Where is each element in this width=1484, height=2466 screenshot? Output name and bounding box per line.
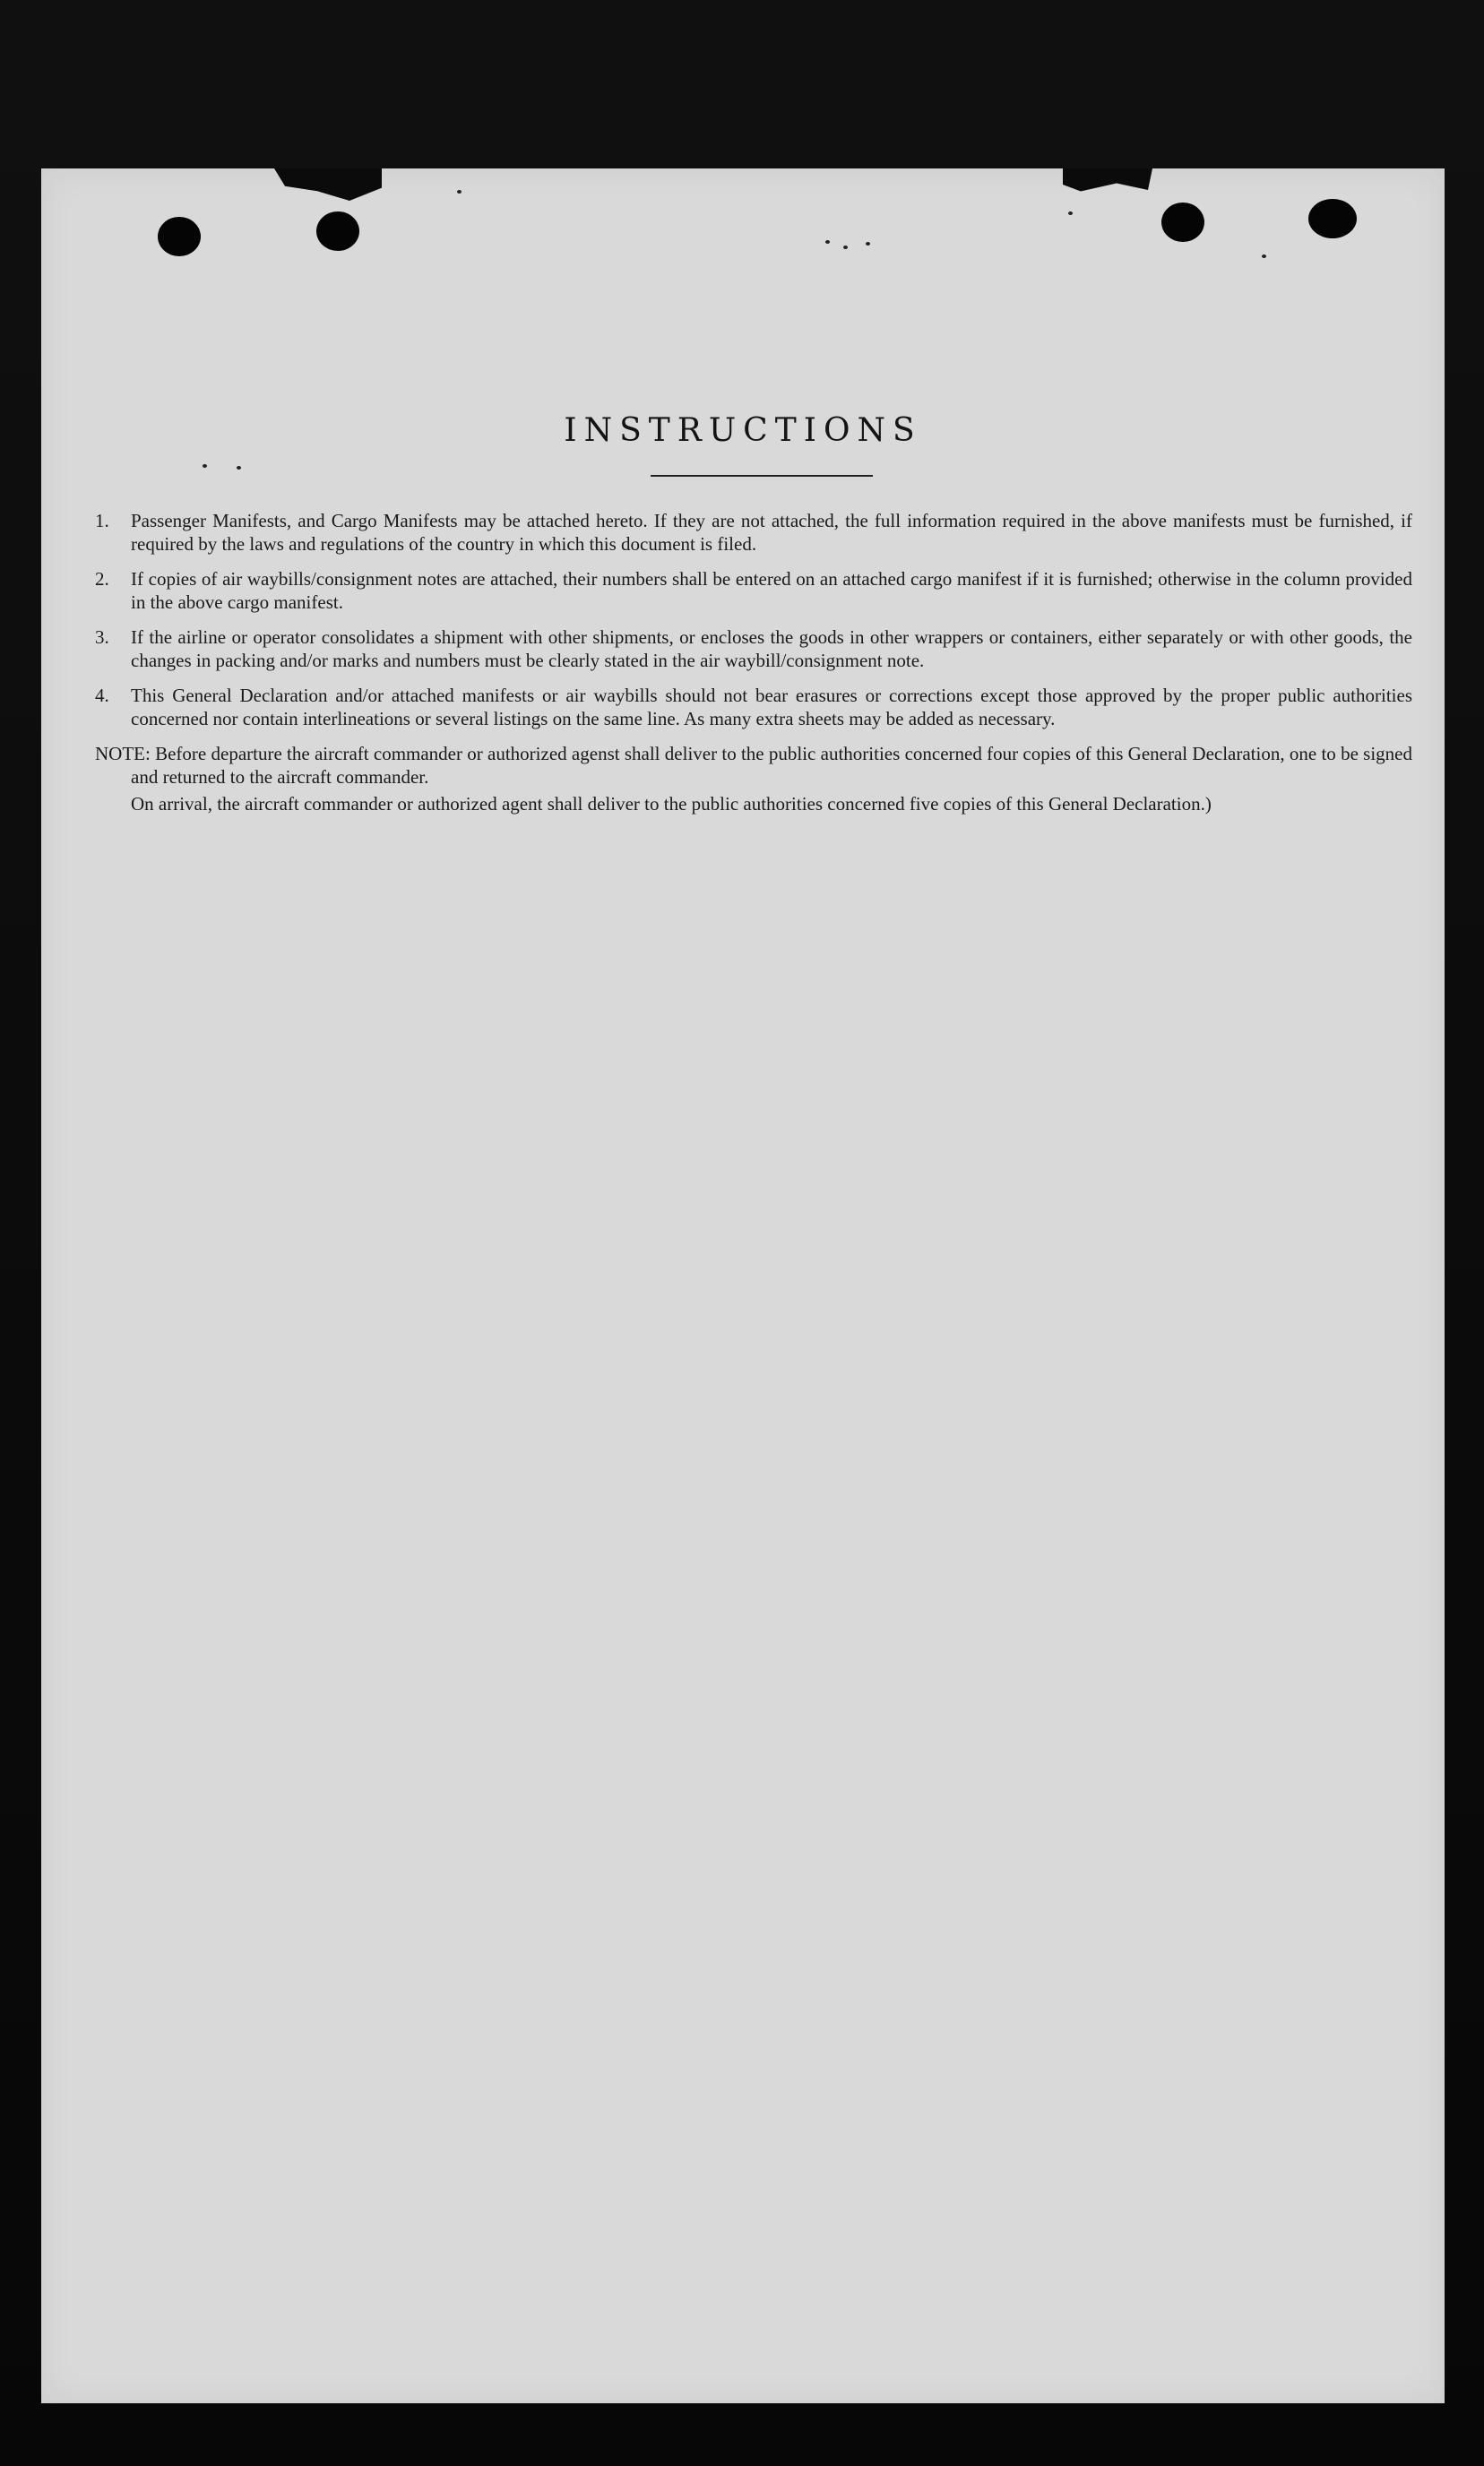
item-text: Passenger Manifests, and Cargo Manifests may be attached hereto. If they are not attached, the full information required in the above manifests must be furnished, if required by the laws and regulations of the country in which this document is filed. <box>131 510 1412 555</box>
speck <box>866 242 870 246</box>
item-text: This General Declaration and/or attached manifests or air waybills should not bear erasures or corrections except those approved by the proper public authorities concerned nor contain interlineations or several listings on the same line. As many extra sheets may be added as necessary. <box>131 685 1412 729</box>
speck <box>457 190 462 194</box>
punch-hole-4 <box>1308 199 1357 238</box>
speck <box>825 240 830 244</box>
speck <box>203 464 207 468</box>
item-number: 2. <box>95 568 109 590</box>
item-number: 3. <box>95 626 109 648</box>
item-text: If the airline or operator consolidates a shipment with other shipments, or encloses the goods in other wrappers or containers, either separately or with other goods, the changes in packing and/or marks and numbers must be clearly stated in the air waybill/consignment note. <box>131 626 1412 671</box>
note-paragraph-arrival: On arrival, the aircraft commander or authorized agent shall deliver to the public authorities concerned five copies of this General Declaration.) <box>131 793 1212 815</box>
punch-hole-3 <box>1161 203 1204 242</box>
document-page <box>41 168 1445 2403</box>
instruction-item <box>95 567 1412 614</box>
speck <box>843 246 848 249</box>
note-paragraph-departure: NOTE: Before departure the aircraft commander or authorized agenst shall deliver to the public authorities concerned four copies of this General Declaration, one to be signed and returned to the aircraft commander. <box>95 743 1412 788</box>
speck <box>237 466 241 470</box>
title-underline <box>651 475 873 477</box>
item-number: 1. <box>95 510 109 531</box>
item-text: If copies of air waybills/consignment notes are attached, their numbers shall be entered on an attached cargo manifest if it is furnished; otherwise in the column provided in the above cargo manifest. <box>131 568 1412 613</box>
speck <box>1262 254 1266 258</box>
instructions-list <box>95 509 1412 815</box>
page-title: INSTRUCTIONS <box>564 412 922 449</box>
punch-hole-2 <box>316 211 359 251</box>
instruction-item <box>95 509 1412 556</box>
torn-edge-2 <box>1063 168 1152 195</box>
item-number: 4. <box>95 685 109 706</box>
torn-edge-1 <box>274 168 382 201</box>
speck <box>1068 211 1073 215</box>
instruction-item <box>95 684 1412 730</box>
instruction-item <box>95 625 1412 672</box>
note-section <box>95 742 1412 815</box>
punch-hole-1 <box>158 217 201 256</box>
